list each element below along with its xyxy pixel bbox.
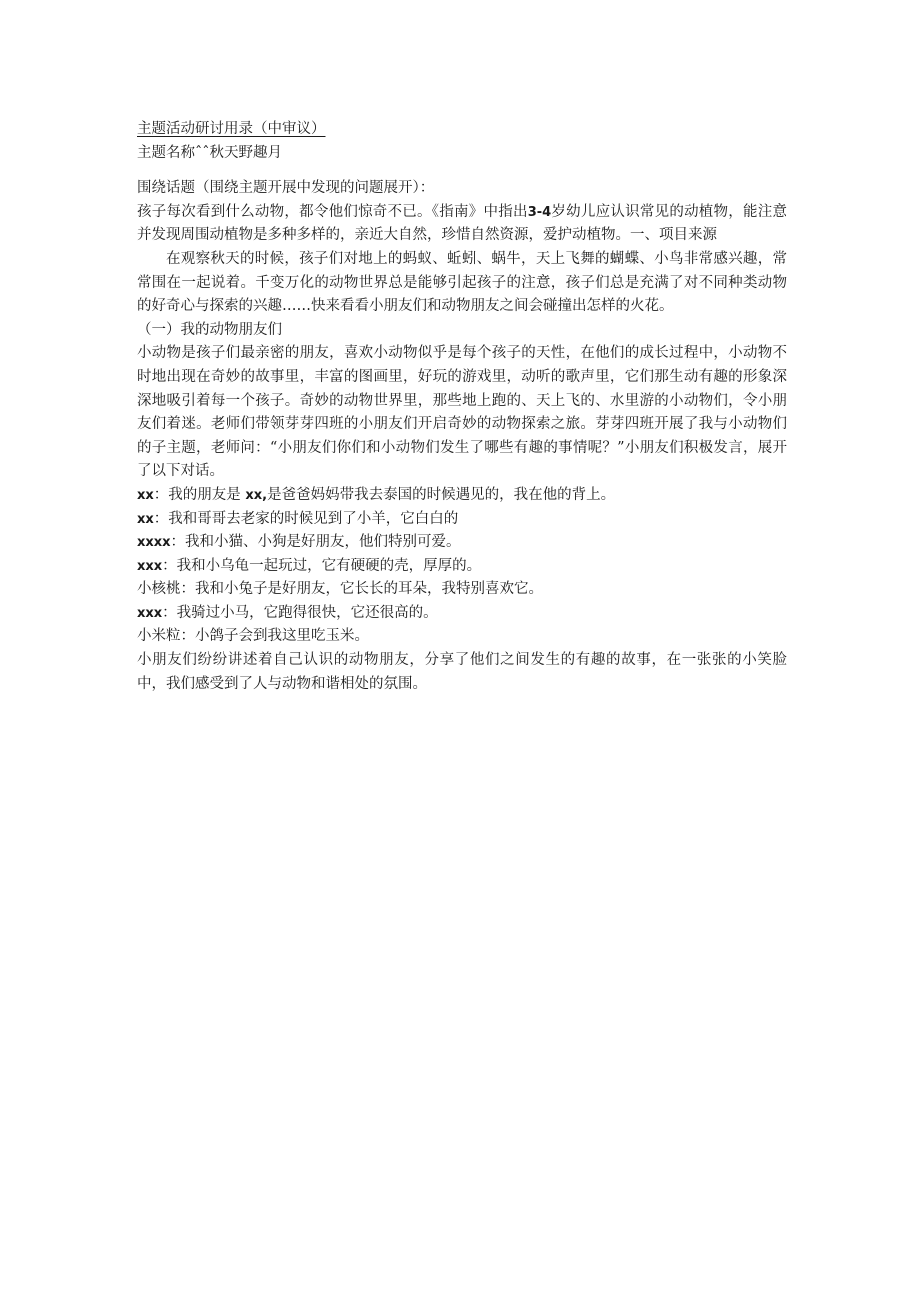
speaker-separator: ： <box>153 510 169 527</box>
dialog-text-continued: 是爸爸妈妈带我去泰国的时候遇见的，我在他的背上。 <box>267 486 616 503</box>
dialog-list <box>137 484 787 649</box>
dialog-line <box>137 602 787 626</box>
dialog-text: 我和小猫、小狗是好朋友，他们特别可爱。 <box>185 534 461 551</box>
document-body <box>137 118 787 696</box>
topic-heading: 围绕话题（围绕主题开展中发现的问题展开）： <box>137 180 435 197</box>
speaker-name: xxxx <box>137 535 171 551</box>
speaker-separator: ： <box>153 486 169 503</box>
section-paragraph <box>137 342 787 484</box>
intro-paragraph <box>137 201 787 248</box>
closing-paragraph <box>137 649 787 696</box>
theme-name: 主题名称ˆˆ秋天野趣月 <box>137 144 282 161</box>
dialog-line <box>137 578 787 602</box>
source-text: 在观察秋天的时候，孩子们对地上的蚂蚁、蚯蚓、蜗牛，天上飞舞的蝴蝶、小鸟非常感兴趣，常常围在一起说着。千变万化的动物世界总是能够引起孩子的注意，孩子们总是充满了对不同种类动物的好奇心与探索的兴趣……快来看看小朋友们和动物朋友之间会碰撞出怎样的火花。 <box>137 250 787 315</box>
closing-text: 小朋友们纷纷讲述着自己认识的动物朋友，分享了他们之间发生的有趣的故事，在一张张的小笑脸中，我们感受到了人与动物和谐相处的氛围。 <box>137 652 787 692</box>
dialog-line <box>137 508 787 532</box>
dialog-text: 我的朋友是 <box>168 486 246 503</box>
intro-text-a: 孩子每次看到什么动物，都令他们惊奇不已。《指南》中指出 <box>137 203 528 220</box>
speaker-separator: ： <box>162 604 177 621</box>
source-paragraph <box>137 248 787 319</box>
speaker-separator: ： <box>180 628 195 645</box>
dialog-text: 我和小乌龟一起玩过，它有硬硬的壳，厚厚的。 <box>176 557 482 574</box>
spacer <box>137 165 787 177</box>
section-text: 小动物是孩子们最亲密的朋友，喜欢小动物似乎是每个孩子的天性，在他们的成长过程中，小动物不时地出现在奇妙的故事里，丰富的图画里，好玩的游戏里，动听的歌声里，它们那生动有趣的形象深深地吸引着每一个孩子。奇妙的动物世界里，那些地上跑的、天上飞的、水里游的小动物们，令小朋友们着迷。老师们带领芽芽四班的小朋友们开启奇妙的动物探索之旅。芽芽四班开展了我与小动物们的子主题，老师问：“小朋友们你们和小动物们发生了哪些有趣的事情呢？”小朋友们积极发言，展开了以下对话。 <box>137 345 787 480</box>
dialog-bold-name: xx, <box>245 487 268 503</box>
speaker-separator: ： <box>162 557 177 574</box>
speaker-name: xxx <box>137 558 163 574</box>
dialog-text: 小鸽子会到我这里吃玉米。 <box>195 628 369 645</box>
speaker-name: 小米粒 <box>137 628 181 645</box>
intro-text-b: 岁幼儿应认识常见的动植物，能注意并发现周围动植物是多种多样的，亲近大自然，珍惜自然资源，爱护动植物。一、项目来源 <box>137 203 788 244</box>
section-heading: （一）我的动物朋友们 <box>137 321 282 338</box>
speaker-separator: ： <box>180 581 195 598</box>
dialog-line <box>137 625 787 649</box>
speaker-name: xxx <box>137 605 163 621</box>
dialog-text: 我和小兔子是好朋友，它长长的耳朵，我特别喜欢它。 <box>195 581 543 598</box>
speaker-separator: ： <box>170 534 186 551</box>
speaker-name: 小核桃 <box>137 581 181 598</box>
speaker-name: xx <box>137 487 154 503</box>
dialog-line <box>137 555 787 579</box>
speaker-name: xx <box>137 511 154 527</box>
dialog-text: 我和哥哥去老家的时候见到了小羊，它白白的 <box>168 510 459 527</box>
age-range: 3-4 <box>527 204 552 220</box>
document-title: 主题活动研讨用录（中审议） <box>137 121 326 137</box>
dialog-line <box>137 484 787 508</box>
dialog-line <box>137 531 787 555</box>
dialog-text: 我骑过小马，它跑得很快，它还很高的。 <box>176 604 438 621</box>
